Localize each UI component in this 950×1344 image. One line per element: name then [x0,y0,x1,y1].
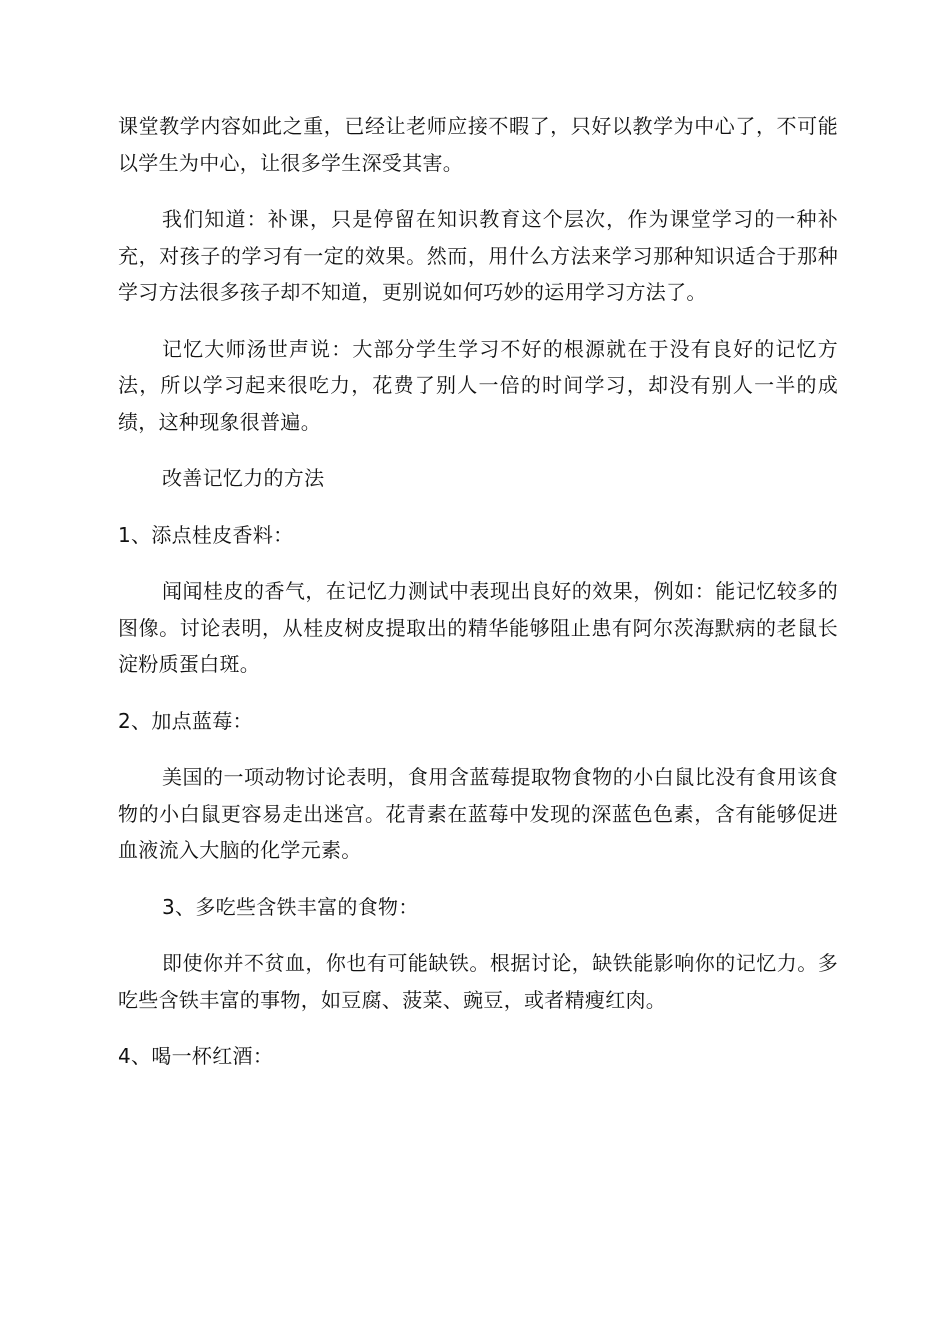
paragraph-intro: 课堂教学内容如此之重，已经让老师应接不暇了，只好以教学为中心了，不可能以学生为中心，让很多学生深受其害。 [118,114,838,175]
list-item-heading-2: 2、加点蓝莓： [118,708,253,733]
paragraph-tutoring: 我们知道：补课，只是停留在知识教育这个层次，作为课堂学习的一种补充，对孩子的学习有一定的效果。然而，用什么方法来学习那种知识适合于那种学习方法很多孩子却不知道，更别说如何巧妙的运用学习方法了。 [118,207,838,304]
list-item-heading-1: 1、添点桂皮香料： [118,522,294,547]
list-item-heading-3: 3、多吃些含铁丰富的食物： [162,894,419,919]
document-page [118,108,838,1095]
paragraph-memory-master: 记忆大师汤世声说：大部分学生学习不好的根源就在于没有良好的记忆方法，所以学习起来很吃力，花费了别人一倍的时间学习，却没有别人一半的成绩，这种现象很普遍。 [118,336,838,434]
paragraph-cinnamon: 闻闻桂皮的香气，在记忆力测试中表现出良好的效果，例如：能记忆较多的图像。讨论表明，从桂皮树皮提取出的精华能够阻止患有阿尔茨海默病的老鼠长淀粉质蛋白斑。 [118,579,838,676]
paragraph-blueberry: 美国的一项动物讨论表明，食用含蓝莓提取物食物的小白鼠比没有食用该食物的小白鼠更容易走出迷宫。花青素在蓝莓中发现的深蓝色色素，含有能够促进血液流入大脑的化学元素。 [118,765,838,862]
section-heading: 改善记忆力的方法 [162,466,325,490]
paragraph-iron: 即使你并不贫血，你也有可能缺铁。根据讨论，缺铁能影响你的记忆力。多吃些含铁丰富的事物，如豆腐、菠菜、豌豆，或者精瘦红肉。 [118,951,838,1012]
list-item-heading-4: 4、喝一杯红酒： [118,1044,274,1068]
